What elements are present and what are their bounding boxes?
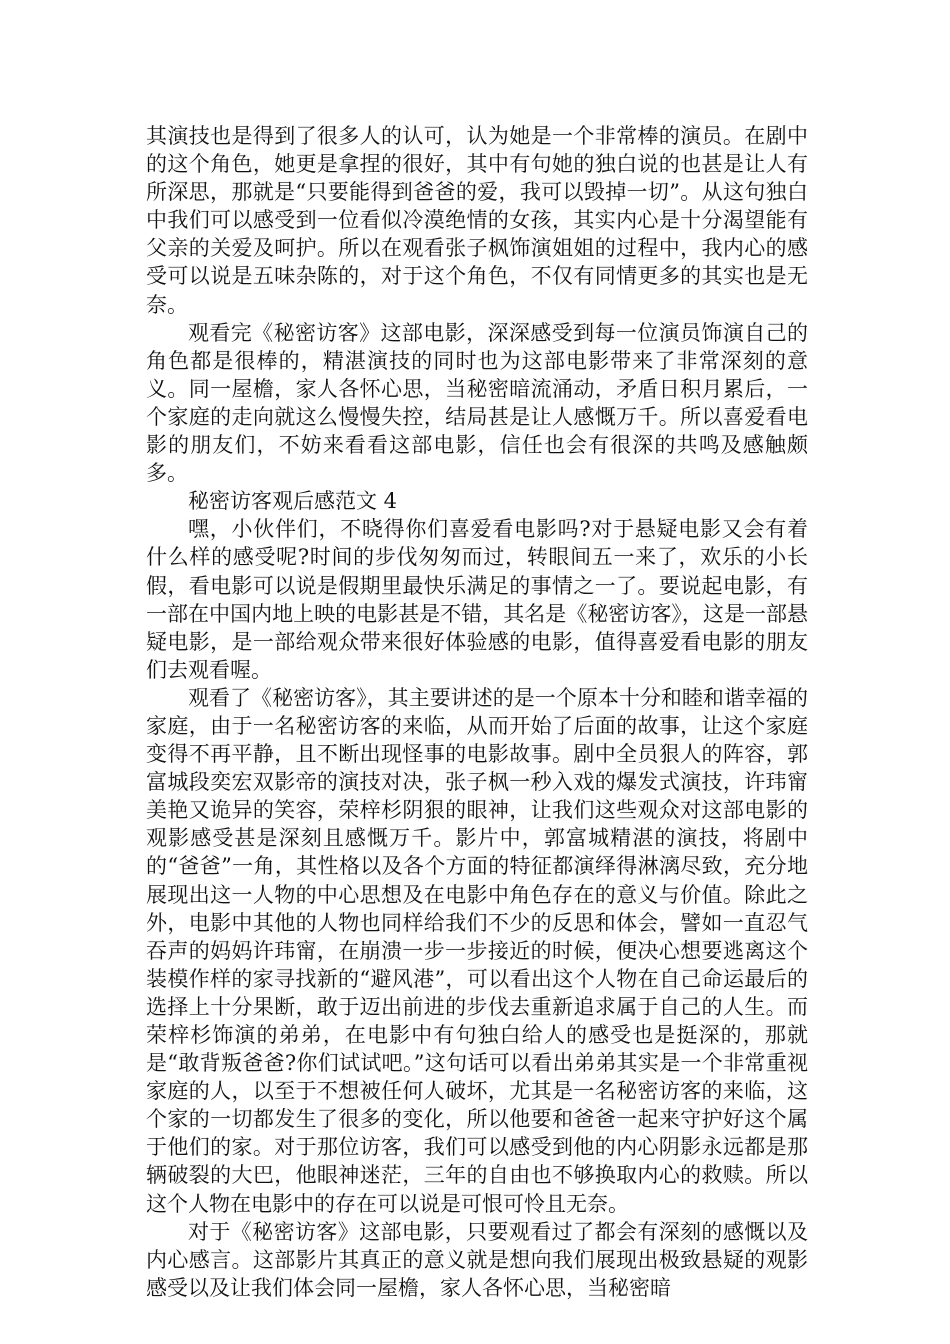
paragraph-5: 对于《秘密访客》这部电影，只要观看过了都会有深刻的感慨以及内心感言。这部影片其真正的意义就是想向我们展现出极致悬疑的观影感受以及让我们体会同一屋檐，家人各怀心思，当秘密暗 [146, 1219, 808, 1300]
paragraph-4: 观看了《秘密访客》，其主要讲述的是一个原本十分和睦和谐幸福的家庭，由于一名秘密访客的来临，从而开始了后面的故事，让这个家庭变得不再平静，且不断出现怪事的电影故事。剧中全员狠人的阵容，郭富城段奕宏双影帝的演技对决，张子枫一秒入戏的爆发式演技，许玮甯美艳又诡异的笑容，荣梓杉阴狠的眼神，让我们这些观众对这部电影的观影感受甚是深刻且感慨万千。影片中，郭富城精湛的演技，将剧中的“爸爸”一角，其性格以及各个方面的特征都演绎得淋漓尽致，充分地展现出这一人物的中心思想及在电影中角色存在的意义与价值。除此之外，电影中其他的人物也同样给我们不少的反思和体会，譬如一直忍气吞声的妈妈许玮甯，在崩溃一步一步接近的时候，便决心想要逃离这个装模作样的家寻找新的“避风港”，可以看出这个人物在自己命运最后的选择上十分果断，敢于迈出前进的步伐去重新追求属于自己的人生。而荣梓杉饰演的弟弟，在电影中有句独白给人的感受也是挺深的，那就是“敢背叛爸爸?你们试试吧。”这句话可以看出弟弟其实是一个非常重视家庭的人，以至于不想被任何人破坏，尤其是一名秘密访客的来临，这个家的一切都发生了很多的变化，所以他要和爸爸一起来守护好这个属于他们的家。对于那位访客，我们可以感受到他的内心阴影永远都是那辆破裂的大巴，他眼神迷茫，三年的自由也不够换取内心的救赎。所以这个人物在电影中的存在可以说是可恨可怜且无奈。 [146, 685, 808, 1216]
paragraph-2: 观看完《秘密访客》这部电影，深深感受到每一位演员饰演自己的角色都是很棒的，精湛演技的同时也为这部电影带来了非常深刻的意义。同一屋檐，家人各怀心思，当秘密暗流涌动，矛盾日积月累后，一个家庭的走向就这么慢慢失控，结局甚是让人感慨万千。所以喜爱看电影的朋友们，不妨来看看这部电影，信任也会有很深的共鸣及感触颇多。 [146, 320, 808, 486]
section-heading: 秘密访客观后感范文 4 [188, 489, 398, 514]
document-body [146, 122, 808, 1302]
paragraph-1: 其演技也是得到了很多人的认可，认为她是一个非常棒的演员。在剧中的这个角色，她更是拿捏的很好，其中有句她的独白说的也甚是让人有所深思，那就是“只要能得到爸爸的爱，我可以毁掉一切”。从这句独白中我们可以感受到一位看似冷漠绝情的女孩，其实内心是十分渴望能有父亲的关爱及呵护。所以在观看张子枫饰演姐姐的过程中，我内心的感受可以说是五味杂陈的，对于这个角色，不仅有同情更多的其实也是无奈。 [146, 124, 808, 317]
paragraph-3: 嘿，小伙伴们，不晓得你们喜爱看电影吗?对于悬疑电影又会有着什么样的感受呢?时间的步伐匆匆而过，转眼间五一来了，欢乐的小长假，看电影可以说是假期里最快乐满足的事情之一了。要说起电影，有一部在中国内地上映的电影甚是不错，其名是《秘密访客》，这是一部悬疑电影，是一部给观众带来很好体验感的电影，值得喜爱看电影的朋友们去观看喔。 [146, 517, 808, 682]
